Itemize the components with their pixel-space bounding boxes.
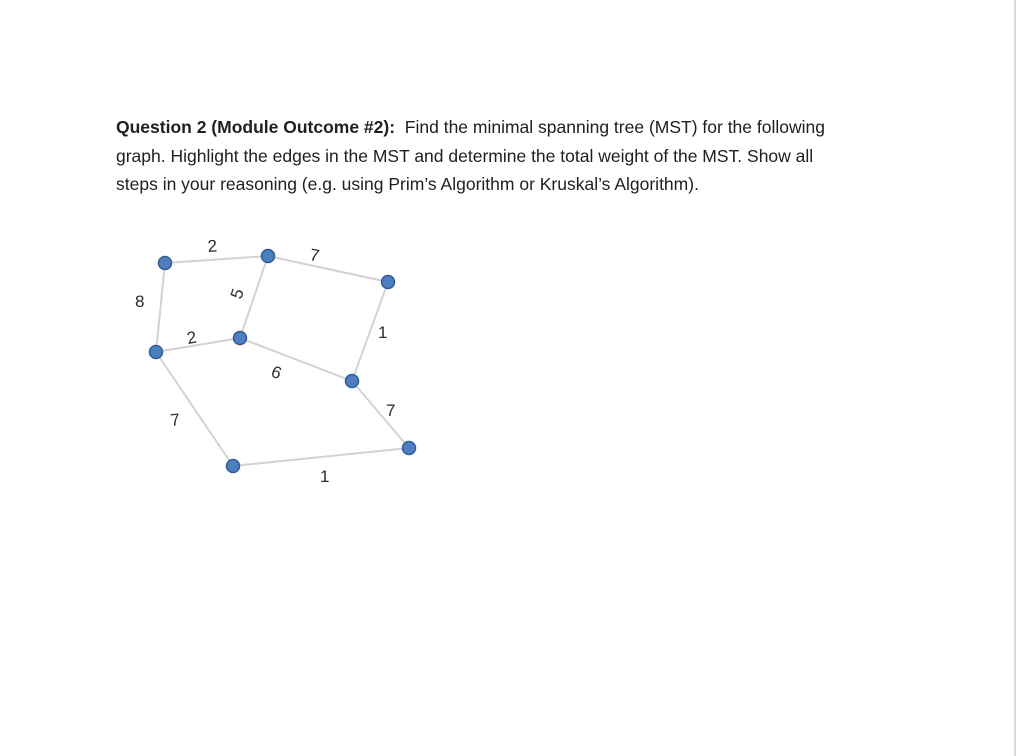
edge-e-f [240,338,352,384]
graph-node [382,276,395,289]
edge-d-g [156,352,233,466]
edge-weight-label: 6 [268,361,285,384]
graph-node [262,250,275,263]
edge-a-b [165,256,268,263]
graph-node [159,257,172,270]
edge-weight-label: 1 [320,467,330,486]
edge-a-d [156,263,165,352]
edge-weight-label: 8 [135,292,145,311]
edge-weight-label: 7 [386,401,396,420]
edge-weight-label: 5 [226,286,248,302]
graph-node [150,346,163,359]
edge-weight-label: 7 [169,410,181,430]
question-line-3: steps in your reasoning (e.g. using Prim’s Algorithm or Kruskal’s Algorithm). [116,174,699,194]
graph-node [346,375,359,388]
edge-weight-label: 1 [378,323,388,342]
edge-b-c [268,256,388,282]
question-line-1: Find the minimal spanning tree (MST) for the following [404,117,825,137]
graph-node [403,442,416,455]
graph-node [227,460,240,473]
edge-d-e [156,338,240,352]
edge-f-h [352,381,409,448]
edge-weight-label: 2 [206,236,218,256]
edge-weight-label: 2 [185,327,199,348]
question-heading: Question 2 (Module Outcome #2): [116,117,396,137]
question-line-2: graph. Highlight the edges in the MST and determine the total weight of the MST. Show all [116,145,814,166]
edge-g-h [233,448,409,466]
edge-weight-label: 7 [308,245,321,266]
graph-node [234,332,247,345]
